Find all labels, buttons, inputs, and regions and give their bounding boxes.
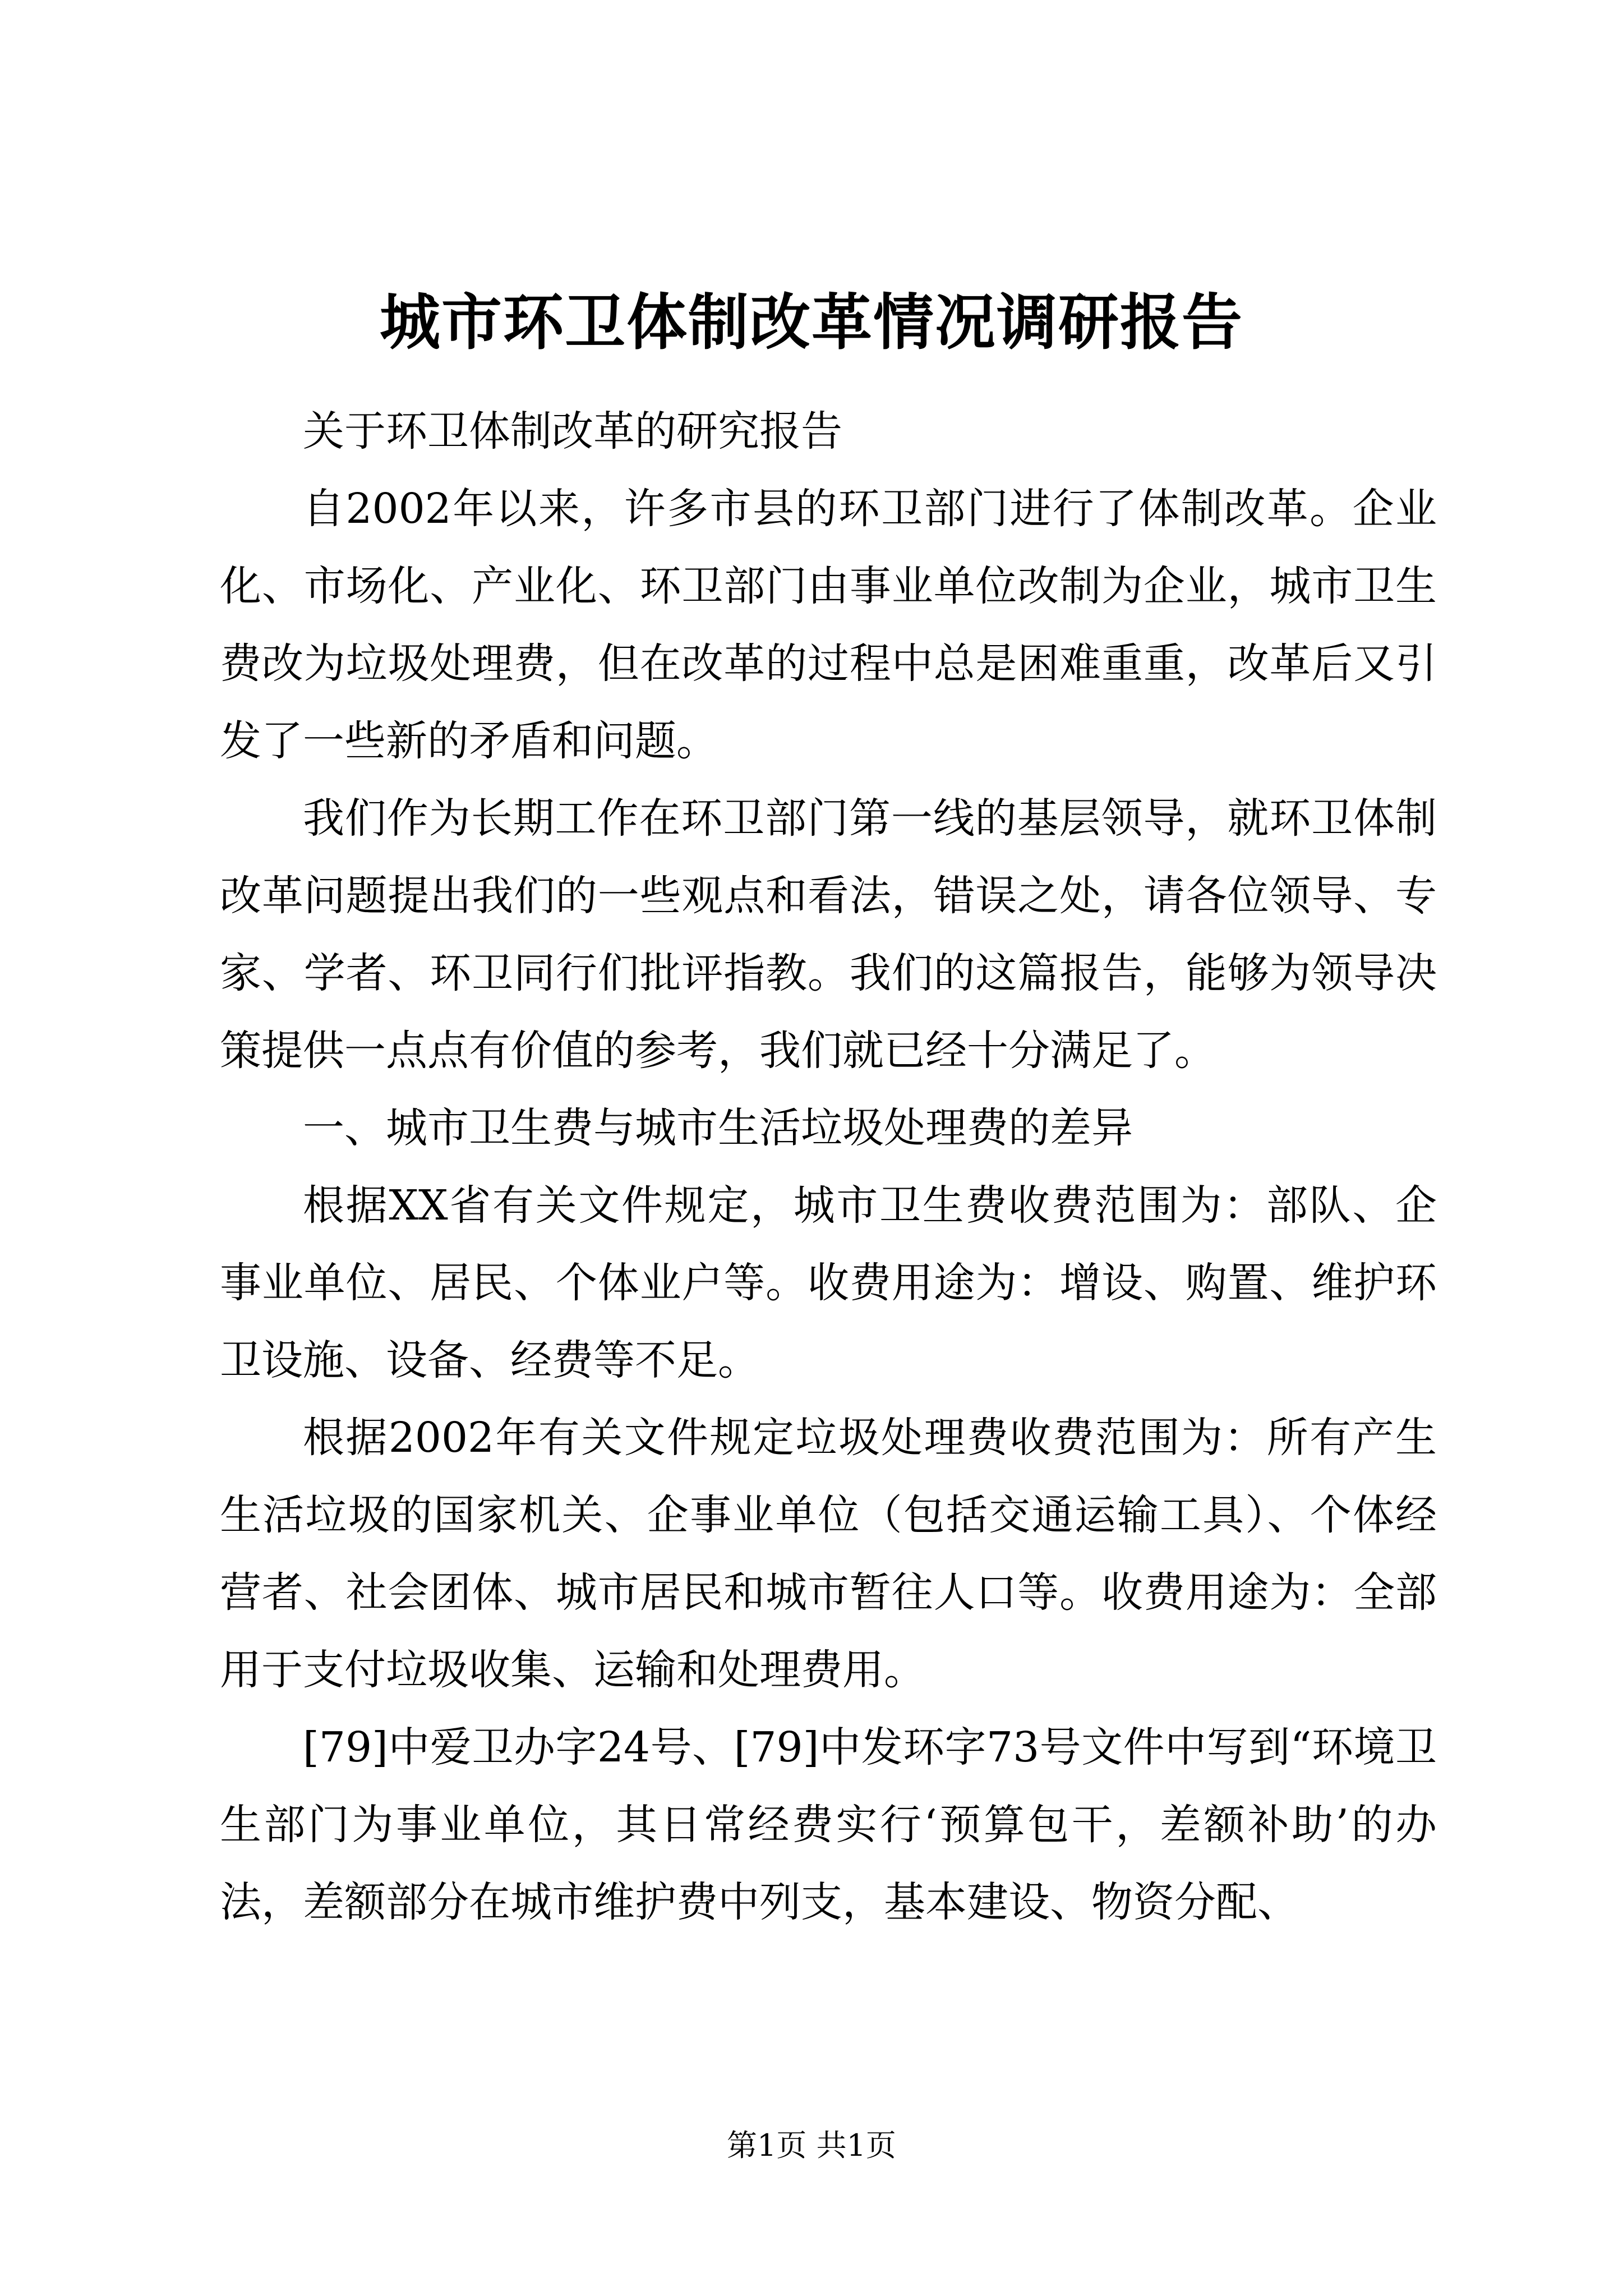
paragraph-sanitation-fee: 根据XX省有关文件规定，城市卫生费收费范围为：部队、企事业单位、居民、个体业户等。收费用途为：增设、购置、维护环卫设施、设备、经费等不足。	[220, 1181, 1437, 1384]
section-heading-1: 一、城市卫生费与城市生活垃圾处理费的差异	[303, 1104, 1133, 1152]
page-number-footer: 第1页 共1页	[727, 2128, 896, 2163]
paragraph-purpose: 我们作为长期工作在环卫部门第一线的基层领导，就环卫体制改革问题提出我们的一些观点和看法，错误之处，请各位领导、专家、学者、环卫同行们批评指教。我们的这篇报告，能够为领导决策提供一点点有价值的参考，我们就已经十分满足了。	[220, 794, 1437, 1075]
document-title: 城市环卫体制改革情况调研报告	[379, 287, 1243, 358]
document-body	[220, 393, 1437, 1941]
paragraph-subtitle: 关于环卫体制改革的研究报告	[303, 407, 842, 455]
paragraph-intro: 自2002年以来，许多市县的环卫部门进行了体制改革。企业化、市场化、产业化、环卫部门由事业单位改制为企业，城市卫生费改为垃圾处理费，但在改革的过程中总是困难重重，改革后又引发了一些新的矛盾和问题。	[220, 485, 1437, 765]
paragraph-garbage-fee: 根据2002年有关文件规定垃圾处理费收费范围为：所有产生生活垃圾的国家机关、企事业单位（包括交通运输工具）、个体经营者、社会团体、城市居民和城市暂往人口等。收费用途为：全部用于支付垃圾收集、运输和处理费用。	[220, 1414, 1437, 1694]
paragraph-citation: [79]中爱卫办字24号、[79]中发环字73号文件中写到“环境卫生部门为事业单位，其日常经费实行‘预算包干，差额补助’的办法，差额部分在城市维护费中列支，基本建设、物资分配、	[220, 1723, 1437, 1926]
